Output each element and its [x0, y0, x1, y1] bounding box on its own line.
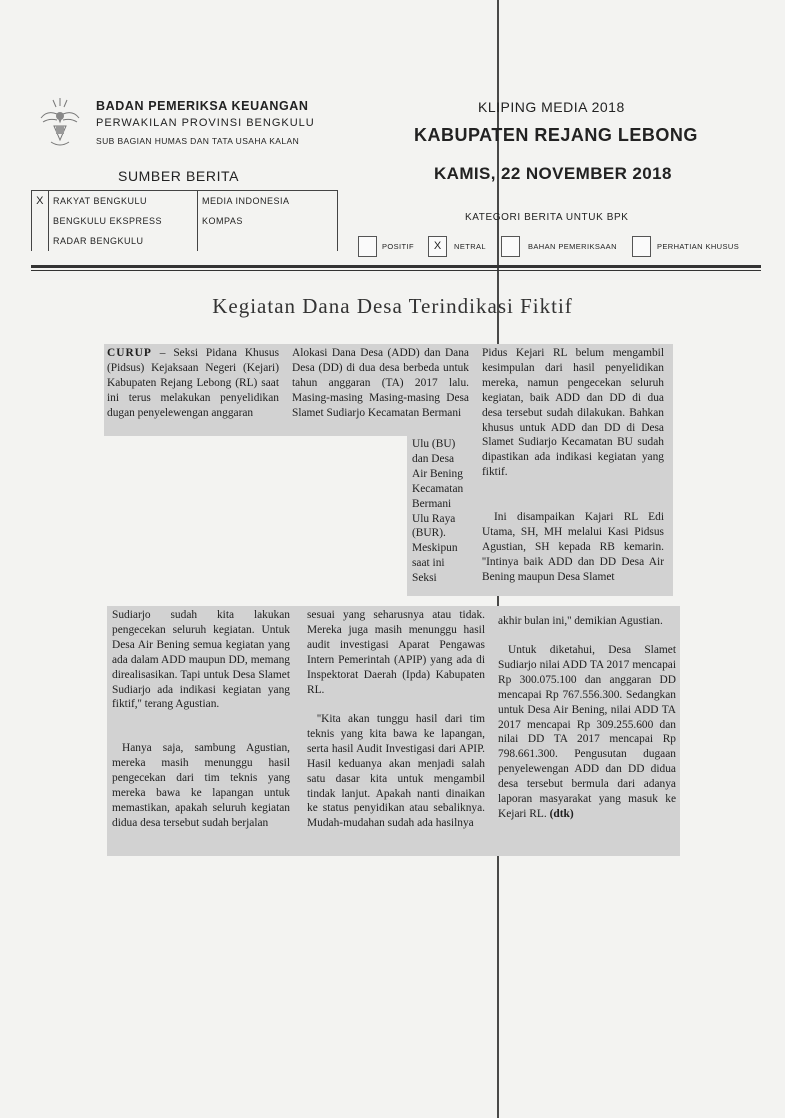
source-mark — [32, 231, 49, 251]
source-name: KOMPAS — [198, 211, 338, 231]
checkbox-bahan-pemeriksaan — [501, 236, 520, 257]
kabupaten-title: KABUPATEN REJANG LEBONG — [414, 125, 698, 145]
checkbox-perhatian-khusus — [632, 236, 651, 257]
article-column-1 — [107, 346, 279, 421]
sumber-berita-title: SUMBER BERITA — [118, 168, 240, 184]
sumber-berita-table — [31, 190, 338, 251]
org-branch: PERWAKILAN PROVINSI BENGKULU — [96, 117, 315, 129]
article-column-3: Pidus Kejari RL belum mengambil kesimpulan dari hasil penyelidikan mereka, namun pengecekan seluruh kegiatan, baik ADD dan DD di dua desa tersebut sudah dilakukan. Bahkan khusus untuk ADD dan DD di Desa Slamet Sudiarjo Kecamatan BU sudah dipastikan ada indikasi kegiatan yang fiktif. — [482, 347, 664, 479]
kategori-title: KATEGORI BERITA UNTUK BPK — [465, 212, 629, 223]
org-name: BADAN PEMERIKSA KEUANGAN — [96, 99, 309, 113]
article-column-5-continued: ''Kita akan tunggu hasil dari tim teknis yang kita bawa ke lapangan, serta hasil Audit Investigasi dari APIP. Hasil keduanya akan menjadi salah satu dasar kita untuk mengambil tindak lanjut. Apakah nanti dinaikan ke status penyidikan atau sebaliknya. Mudah-mudahan sudah ada hasilnya — [307, 713, 485, 830]
article-text: – Seksi Pidana Khusus (Pidsus) Kejaksaan Negeri (Kejari) Kabupaten Rejang Lebong (RL) saat ini terus melakukan penyelidikan dugan penyelewengan anggaran — [107, 347, 279, 419]
article-signoff: (dtk) — [549, 807, 574, 820]
bpk-logo-icon — [33, 92, 87, 150]
source-name: RADAR BENGKULU — [49, 231, 198, 251]
article-column-2-continued: Ulu (BU) dan Desa Air Bening Kecamatan Bermani Ulu Raya (BUR). Meskipun saat ini Seksi — [412, 438, 464, 585]
source-name: RAKYAT BENGKULU — [49, 191, 198, 212]
source-name — [198, 231, 338, 251]
article-headline: Kegiatan Dana Desa Terindikasi Fiktif — [212, 294, 573, 318]
article-dateline: CURUP — [107, 347, 152, 359]
article-column-6-continued — [498, 643, 676, 822]
source-row — [32, 211, 338, 231]
source-name: MEDIA INDONESIA — [198, 191, 338, 212]
source-mark: X — [32, 191, 49, 212]
article-column-2: Alokasi Dana Desa (ADD) dan Dana Desa (DD) di dua desa berbeda untuk tahun anggaran (TA) 2017 lalu. Masing-masing Masing-masing Desa Slamet Sudiarjo Kecamatan Bermani — [292, 347, 469, 419]
source-mark — [32, 211, 49, 231]
source-row — [32, 231, 338, 251]
source-name: BENGKULU EKSPRESS — [49, 211, 198, 231]
article-column-4: Sudiarjo sudah kita lakukan pengecekan seluruh kegiatan. Untuk Desa Air Bening semua kegiatan yang ada dalam ADD maupun DD, memang direalisasikan. Tapi untuk Desa Slamet Sudiarjo ada indikasi kegiatan yang fiktif,'' terang Agustian. — [112, 609, 290, 711]
article-column-4-continued: Hanya saja, sambung Agustian, mereka masih menunggu hasil pengecekan dari tim teknis yang mereka bawa ke lapangan untuk memastikan, apakah seluruh kegiatan didua desa tersebut sudah berjalan — [112, 742, 290, 829]
org-subdivision: SUB BAGIAN HUMAS DAN TATA USAHA KALAN — [96, 136, 300, 146]
label-bahan-pemeriksaan: BAHAN PEMERIKSAAN — [528, 242, 617, 251]
article-column-5: sesuai yang seharusnya atau tidak. Mereka juga masih menunggu hasil audit investigasi Aparat Pengawas Intern Pemerintah (APIP) yang ada di Inspektorat Daerah (Ipda) Kabupaten RL. — [307, 609, 485, 696]
source-row — [32, 191, 338, 212]
checkbox-netral: X — [428, 236, 447, 257]
label-netral: NETRAL — [454, 242, 486, 251]
article-column-6: akhir bulan ini,'' demikian Agustian. — [498, 615, 663, 627]
kliping-title: KLIPING MEDIA 2018 — [478, 99, 625, 115]
label-perhatian-khusus: PERHATIAN KHUSUS — [657, 242, 740, 251]
publication-date: KAMIS, 22 NOVEMBER 2018 — [434, 164, 672, 183]
divider-rule — [31, 265, 761, 268]
article-column-3-continued: Ini disampaikan Kajari RL Edi Utama, SH, MH melalui Kasi Pidsus Agustian, SH kepada RB kemarin. ''Intinya baik ADD dan DD Desa Air Bening maupun Desa Slamet — [482, 511, 664, 583]
checkbox-positif — [358, 236, 377, 257]
divider-rule — [31, 270, 761, 271]
label-positif: POSITIF — [382, 242, 414, 251]
article-text: Untuk diketahui, Desa Slamet Sudiarjo nilai ADD TA 2017 mencapai Rp 300.075.100 dan anggaran DD mencapai Rp 767.556.300. Sedangkan untuk Desa Air Bening, nilai ADD TA 2017 mencapai Rp 309.255.600 dan nilai DD TA 2017 mencapai Rp 798.661.300. Pengusutan dugaan penyelewengan ADD dan DD didua desa tersebut bermula dari adanya laporan masyarakat yang masuk ke Kejari RL. — [498, 644, 676, 820]
